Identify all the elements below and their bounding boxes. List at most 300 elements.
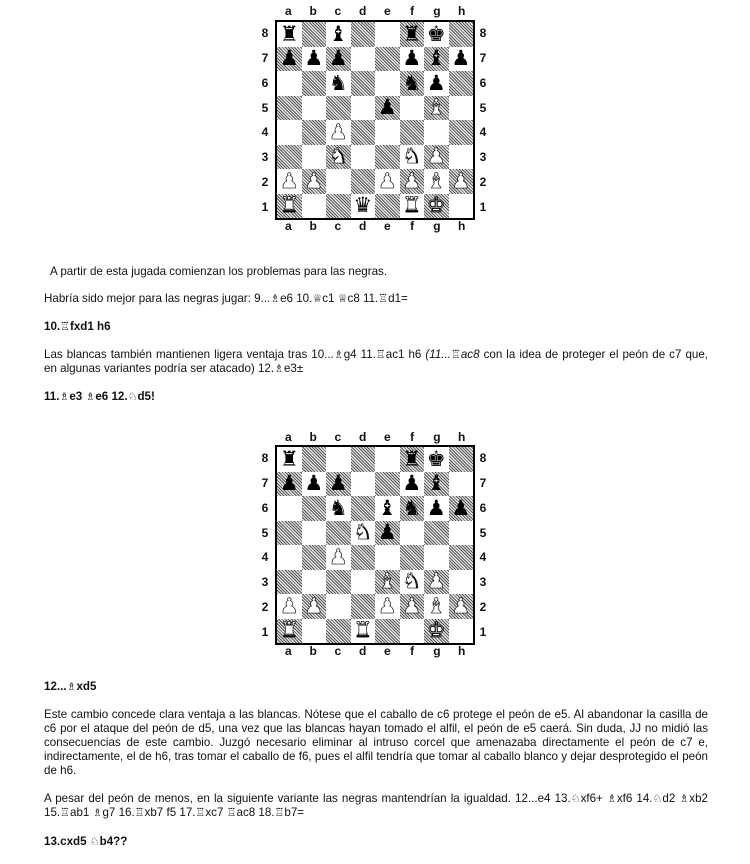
file-label: a [285, 219, 292, 233]
square-e1 [375, 194, 400, 219]
rank-label: 3 [479, 575, 487, 590]
white-pawn-icon: ♟ [279, 593, 299, 618]
square-b6 [302, 71, 327, 96]
black-pawn-icon: ♟ [402, 46, 422, 71]
text-run: xf6+ [580, 792, 607, 805]
square-h7 [449, 47, 474, 72]
knight-icon: ♘ [89, 835, 100, 848]
white-pawn-icon: ♟ [426, 569, 446, 594]
square-c7 [326, 472, 351, 497]
text-run: d5! [137, 390, 155, 403]
square-a4 [277, 120, 302, 145]
rank-label: 8 [479, 26, 487, 41]
paragraph-comment: A partir de esta jugada comienzan los problemas para las negras. [50, 265, 388, 278]
rank-label: 4 [479, 125, 487, 140]
square-e5 [375, 521, 400, 546]
rank-label: 2 [261, 599, 269, 614]
text-run: ab1 [70, 806, 93, 819]
square-h3 [449, 145, 474, 170]
knight-icon: ♘ [127, 390, 138, 403]
file-label: c [334, 219, 342, 233]
square-b7 [302, 47, 327, 72]
square-h6 [449, 496, 474, 521]
square-b7 [302, 472, 327, 497]
file-label: b [309, 219, 317, 233]
file-label: h [457, 644, 466, 658]
square-h3 [449, 570, 474, 595]
rank-label: 5 [261, 525, 269, 540]
file-label: f [410, 430, 415, 444]
rank-label: 1 [479, 199, 487, 214]
black-knight-icon: ♞ [402, 495, 422, 520]
file-labels-top [276, 430, 474, 444]
black-pawn-icon: ♟ [402, 471, 422, 496]
white-bishop-icon: ♝ [426, 168, 446, 193]
white-bishop-icon: ♝ [426, 95, 446, 120]
move-heading-12 [44, 680, 708, 694]
text-run: 11. [44, 390, 60, 403]
file-label: b [309, 430, 317, 444]
square-f8 [400, 447, 425, 472]
square-g6 [424, 71, 449, 96]
rank-label: 3 [261, 150, 269, 165]
square-d1 [351, 619, 376, 644]
square-f6 [400, 496, 425, 521]
file-label: e [384, 219, 391, 233]
white-rook-icon: ♜ [279, 193, 299, 218]
file-label: h [457, 4, 466, 18]
white-rook-icon: ♜ [353, 618, 373, 643]
text-run: b4?? [99, 835, 128, 848]
rook-icon: ♖ [60, 806, 70, 819]
file-label: b [309, 4, 317, 18]
bishop-icon: ♗ [85, 390, 96, 403]
square-g8 [424, 22, 449, 47]
black-pawn-icon: ♟ [328, 471, 348, 496]
text-run: con la idea de proteger el peón de c7 que, en algunas variantes podría ser atacado) [44, 348, 709, 375]
square-a5 [277, 521, 302, 546]
square-e4 [375, 120, 400, 145]
rook-icon: ♖ [375, 348, 386, 361]
square-b2 [302, 594, 327, 619]
knight-icon: ♘ [570, 792, 581, 805]
square-e8 [375, 447, 400, 472]
move-heading-13 [44, 835, 708, 849]
file-label: c [334, 430, 342, 444]
file-labels-bottom [276, 644, 474, 658]
white-pawn-icon: ♟ [377, 593, 397, 618]
square-g6 [424, 496, 449, 521]
rook-icon: ♖ [134, 806, 145, 819]
square-a7 [277, 472, 302, 497]
black-rook-icon: ♜ [402, 21, 422, 46]
file-label: e [384, 4, 391, 18]
rook-icon: ♖ [60, 320, 70, 333]
white-pawn-icon: ♟ [451, 168, 471, 193]
bishop-icon: ♗ [679, 792, 690, 805]
square-a2 [277, 169, 302, 194]
square-d5 [351, 96, 376, 121]
square-b4 [302, 120, 327, 145]
square-b8 [302, 22, 327, 47]
file-label: g [433, 4, 441, 18]
rook-icon: ♖ [450, 348, 461, 361]
bishop-icon: ♗ [270, 292, 281, 305]
square-h1 [449, 194, 474, 219]
square-g8 [424, 447, 449, 472]
file-label: c [334, 4, 342, 18]
square-h8 [449, 22, 474, 47]
black-pawn-icon: ♟ [304, 471, 324, 496]
bishop-icon: ♗ [606, 792, 617, 805]
text-run: xf6 14. [616, 792, 653, 805]
paragraph-variation [44, 348, 708, 376]
square-c5 [326, 521, 351, 546]
black-pawn-icon: ♟ [328, 46, 348, 71]
black-pawn-icon: ♟ [451, 495, 471, 520]
square-h7 [449, 472, 474, 497]
square-h8 [449, 447, 474, 472]
square-f7 [400, 47, 425, 72]
rank-label: 7 [479, 476, 487, 491]
square-h4 [449, 120, 474, 145]
text-run: g7 16. [102, 806, 135, 819]
square-h5 [449, 96, 474, 121]
square-e2 [375, 169, 400, 194]
square-d3 [351, 145, 376, 170]
file-label: a [285, 4, 292, 18]
black-queen-icon: ♛ [353, 193, 373, 218]
black-knight-icon: ♞ [328, 495, 348, 520]
square-b5 [302, 96, 327, 121]
square-e7 [375, 472, 400, 497]
square-a1 [277, 194, 302, 219]
square-a4 [277, 545, 302, 570]
square-b5 [302, 521, 327, 546]
rank-label: 4 [261, 550, 269, 565]
text-run: Las blancas también mantienen ligera ventaja tras 10... [44, 348, 334, 361]
square-b3 [302, 570, 327, 595]
black-king-icon: ♚ [426, 21, 446, 46]
square-a5 [277, 96, 302, 121]
black-knight-icon: ♞ [402, 70, 422, 95]
black-bishop-icon: ♝ [426, 46, 446, 71]
text-run: e6 12. [95, 390, 128, 403]
square-g4 [424, 545, 449, 570]
text-run: e6 10. [280, 292, 313, 305]
black-pawn-icon: ♟ [451, 46, 471, 71]
black-pawn-icon: ♟ [377, 95, 397, 120]
text-run: ac1 h6 [385, 348, 426, 361]
text-run: ac8 18. [236, 806, 275, 819]
white-bishop-icon: ♝ [377, 569, 397, 594]
rank-label: 7 [261, 51, 269, 66]
square-b3 [302, 145, 327, 170]
text-run: A pesar del peón de menos, en la siguiente variante las negras mantendrían la igualdad. 12...e4 13. [44, 792, 571, 805]
white-rook-icon: ♜ [402, 193, 422, 218]
square-g1 [424, 194, 449, 219]
square-d4 [351, 545, 376, 570]
square-a1 [277, 619, 302, 644]
text-run: 12. [254, 362, 275, 375]
white-pawn-icon: ♟ [328, 544, 348, 569]
square-e2 [375, 594, 400, 619]
square-c3 [326, 145, 351, 170]
square-f4 [400, 120, 425, 145]
rank-label: 3 [479, 150, 487, 165]
square-f2 [400, 594, 425, 619]
rank-label: 7 [479, 51, 487, 66]
square-h2 [449, 594, 474, 619]
square-f3 [400, 145, 425, 170]
paragraph-alternative [44, 292, 708, 306]
rank-label: 6 [261, 75, 269, 90]
black-bishop-icon: ♝ [328, 21, 348, 46]
square-d7 [351, 472, 376, 497]
text-run: xb7 f5 17. [144, 806, 196, 819]
white-knight-icon: ♞ [402, 569, 422, 594]
square-e6 [375, 496, 400, 521]
square-g2 [424, 594, 449, 619]
square-a7 [277, 47, 302, 72]
rank-labels-left [258, 446, 272, 644]
white-king-icon: ♚ [426, 618, 446, 643]
knight-icon: ♘ [652, 792, 663, 805]
square-d6 [351, 71, 376, 96]
square-f5 [400, 96, 425, 121]
rank-label: 3 [261, 575, 269, 590]
square-a2 [277, 594, 302, 619]
square-a6 [277, 496, 302, 521]
square-g5 [424, 521, 449, 546]
white-pawn-icon: ♟ [304, 168, 324, 193]
square-f7 [400, 472, 425, 497]
square-d8 [351, 22, 376, 47]
paragraph-equality-line [44, 792, 708, 820]
square-c8 [326, 447, 351, 472]
text-run: g4 11. [343, 348, 376, 361]
white-pawn-icon: ♟ [328, 119, 348, 144]
square-c8 [326, 22, 351, 47]
square-e3 [375, 145, 400, 170]
black-pawn-icon: ♟ [279, 46, 299, 71]
file-label: h [457, 219, 466, 233]
square-c2 [326, 594, 351, 619]
rank-label: 5 [479, 100, 487, 115]
white-king-icon: ♚ [426, 193, 446, 218]
bishop-icon: ♗ [59, 390, 70, 403]
square-d6 [351, 496, 376, 521]
square-f1 [400, 194, 425, 219]
square-b2 [302, 169, 327, 194]
square-b6 [302, 496, 327, 521]
rank-labels-left [258, 21, 272, 219]
queen-icon: ♕ [312, 292, 323, 305]
white-knight-icon: ♞ [353, 520, 373, 545]
file-label: d [358, 219, 367, 233]
file-label: d [358, 430, 367, 444]
square-c6 [326, 496, 351, 521]
square-f1 [400, 619, 425, 644]
white-pawn-icon: ♟ [402, 593, 422, 618]
rank-label: 2 [261, 174, 269, 189]
diagram-1 [255, 0, 495, 240]
rank-labels-right [476, 446, 490, 644]
white-knight-icon: ♞ [402, 144, 422, 169]
file-labels-top [276, 4, 474, 18]
text-run: (11... [425, 348, 451, 361]
square-c2 [326, 169, 351, 194]
text-run: 12... [44, 680, 67, 693]
white-knight-icon: ♞ [328, 144, 348, 169]
square-d1 [351, 194, 376, 219]
black-pawn-icon: ♟ [426, 495, 446, 520]
square-h5 [449, 521, 474, 546]
square-d4 [351, 120, 376, 145]
square-b1 [302, 619, 327, 644]
black-pawn-icon: ♟ [426, 70, 446, 95]
rank-label: 2 [479, 174, 487, 189]
square-g7 [424, 47, 449, 72]
queen-icon: ♕ [337, 292, 348, 305]
text-run: c1 [322, 292, 338, 305]
square-c3 [326, 570, 351, 595]
black-pawn-icon: ♟ [279, 471, 299, 496]
square-h4 [449, 545, 474, 570]
rank-label: 6 [479, 75, 487, 90]
rank-label: 8 [261, 26, 269, 41]
chessboard [275, 445, 475, 645]
square-d7 [351, 47, 376, 72]
square-c5 [326, 96, 351, 121]
square-h1 [449, 619, 474, 644]
rank-labels-right [476, 21, 490, 219]
file-label: e [384, 644, 391, 658]
square-a3 [277, 570, 302, 595]
text-run: 10. [44, 320, 61, 333]
rook-icon: ♖ [195, 806, 206, 819]
rook-icon: ♖ [378, 292, 389, 305]
rank-label: 8 [479, 451, 487, 466]
rook-icon: ♖ [274, 806, 285, 819]
move-heading-11 [44, 390, 708, 404]
black-bishop-icon: ♝ [377, 495, 397, 520]
file-label: f [410, 219, 415, 233]
rank-label: 5 [261, 100, 269, 115]
file-label: f [410, 4, 415, 18]
file-label: h [457, 430, 466, 444]
square-e5 [375, 96, 400, 121]
square-d5 [351, 521, 376, 546]
white-pawn-icon: ♟ [451, 593, 471, 618]
file-label: g [433, 219, 441, 233]
white-pawn-icon: ♟ [304, 593, 324, 618]
square-e4 [375, 545, 400, 570]
square-g5 [424, 96, 449, 121]
square-f3 [400, 570, 425, 595]
chessboard [275, 20, 475, 220]
black-pawn-icon: ♟ [377, 520, 397, 545]
square-g3 [424, 145, 449, 170]
move-heading-10 [44, 320, 708, 334]
text-run: fxd1 h6 [70, 320, 111, 333]
rank-label: 6 [261, 500, 269, 515]
text-run: c8 11. [347, 292, 379, 305]
text-run: b7= [284, 806, 305, 819]
square-c4 [326, 120, 351, 145]
text-run: e3 [69, 390, 86, 403]
bishop-icon: ♗ [92, 806, 103, 819]
file-label: a [285, 430, 292, 444]
square-c1 [326, 619, 351, 644]
file-label: f [410, 644, 415, 658]
black-king-icon: ♚ [426, 446, 446, 471]
white-pawn-icon: ♟ [279, 168, 299, 193]
file-label: e [384, 430, 391, 444]
square-d2 [351, 169, 376, 194]
text-run: xb2 15. [44, 792, 708, 819]
square-f2 [400, 169, 425, 194]
text-run: xc7 [205, 806, 227, 819]
rook-icon: ♖ [226, 806, 237, 819]
square-f5 [400, 521, 425, 546]
square-c7 [326, 47, 351, 72]
bishop-icon: ♗ [274, 362, 284, 375]
white-bishop-icon: ♝ [426, 593, 446, 618]
file-label: c [334, 644, 342, 658]
square-f4 [400, 545, 425, 570]
white-pawn-icon: ♟ [402, 168, 422, 193]
text-run: d2 [662, 792, 680, 805]
black-rook-icon: ♜ [279, 446, 299, 471]
square-f6 [400, 71, 425, 96]
diagram-2 [255, 425, 495, 665]
rank-label: 1 [261, 624, 269, 639]
square-a8 [277, 22, 302, 47]
bishop-icon: ♗ [66, 680, 77, 693]
square-g2 [424, 169, 449, 194]
square-c6 [326, 71, 351, 96]
rank-label: 8 [261, 451, 269, 466]
square-g1 [424, 619, 449, 644]
black-pawn-icon: ♟ [304, 46, 324, 71]
text-run: 13.cxd5 [44, 835, 90, 848]
rank-label: 5 [479, 525, 487, 540]
square-e6 [375, 71, 400, 96]
text-run-italic [425, 348, 479, 361]
square-b1 [302, 194, 327, 219]
rank-label: 1 [261, 199, 269, 214]
file-label: g [433, 430, 441, 444]
square-e7 [375, 47, 400, 72]
file-label: d [358, 4, 367, 18]
text-run: Habría sido mejor para las negras jugar: 9... [44, 292, 271, 305]
file-labels-bottom [276, 219, 474, 233]
rank-label: 4 [261, 125, 269, 140]
square-b4 [302, 545, 327, 570]
square-b8 [302, 447, 327, 472]
square-e8 [375, 22, 400, 47]
white-pawn-icon: ♟ [426, 144, 446, 169]
white-rook-icon: ♜ [279, 618, 299, 643]
white-pawn-icon: ♟ [377, 168, 397, 193]
file-label: b [309, 644, 317, 658]
square-c4 [326, 545, 351, 570]
square-c1 [326, 194, 351, 219]
text-run: ac8 [460, 348, 480, 361]
text-run: xd5 [76, 680, 97, 693]
square-e1 [375, 619, 400, 644]
